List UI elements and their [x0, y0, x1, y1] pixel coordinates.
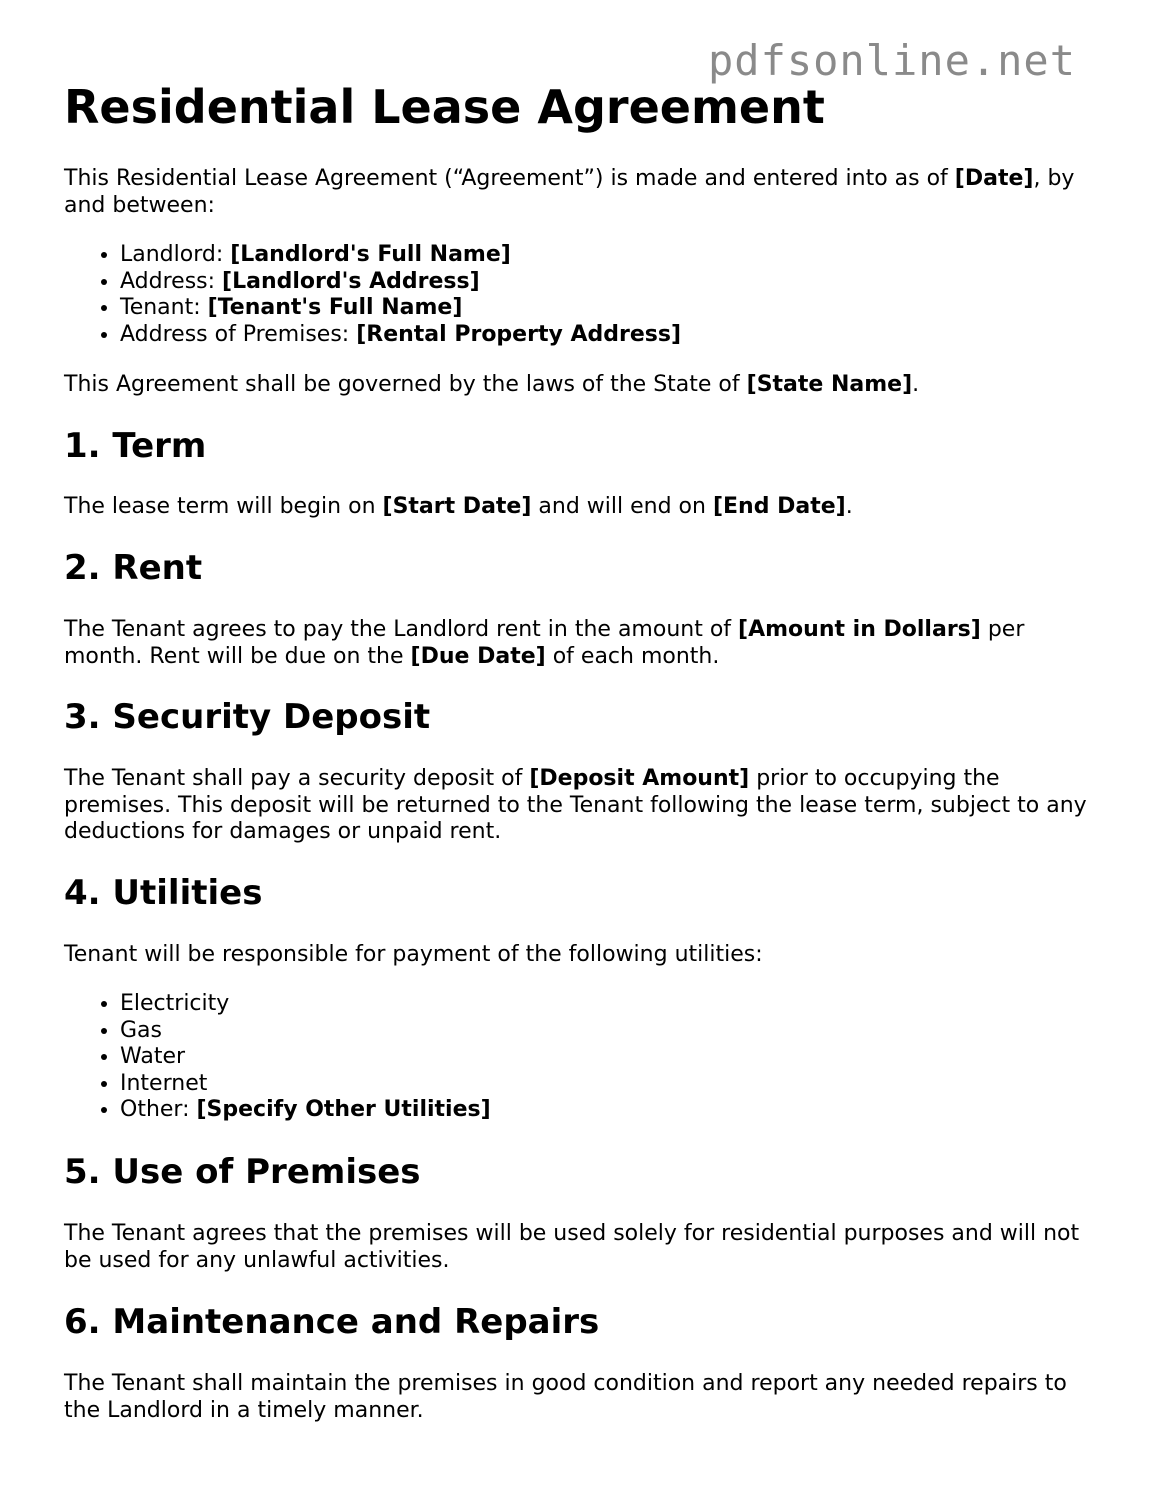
due-date-field: [Due Date] [410, 643, 546, 669]
utilities-list [64, 991, 1151, 1124]
intro-paragraph: This Residential Lease Agreement (“Agreement”) is made and entered into as of [Date], by and between: [64, 166, 1075, 218]
use-paragraph: The Tenant agrees that the premises will be used solely for residential purposes and will not be used for any unlawful activities. [64, 1221, 1080, 1273]
list-item: • Gas [120, 1018, 1151, 1045]
list-item: • Address of Premises: [Rental Property Address] [120, 322, 1151, 349]
maintenance-paragraph: The Tenant shall maintain the premises in good condition and report any needed repairs to the Landlord in a timely manner. [64, 1371, 1067, 1423]
section-heading-use-of-premises: 5. Use of Premises [64, 1152, 421, 1192]
governing-law-paragraph: This Agreement shall be governed by the laws of the State of [State Name]. [64, 372, 920, 397]
section-heading-rent: 2. Rent [64, 548, 203, 588]
end-date-field: [End Date] [712, 494, 846, 519]
date-field: [Date] [954, 166, 1034, 191]
parties-list [64, 242, 1151, 348]
list-item: • Tenant: [Tenant's Full Name] [120, 295, 1151, 322]
section-heading-term: 1. Term [64, 426, 207, 466]
section-heading-utilities: 4. Utilities [64, 873, 263, 913]
utilities-paragraph: Tenant will be responsible for payment of the following utilities: [64, 942, 763, 967]
list-item: • Water [120, 1044, 1151, 1071]
other-utilities-field: [Specify Other Utilities] [196, 1097, 491, 1122]
state-field: [State Name] [746, 372, 913, 397]
section-heading-maintenance: 6. Maintenance and Repairs [64, 1302, 600, 1342]
list-item: • Other: [Specify Other Utilities] [120, 1097, 1151, 1124]
list-item: • Internet [120, 1071, 1151, 1098]
term-paragraph: The lease term will begin on [Start Date] and will end on [End Date]. [64, 494, 853, 519]
list-item: • Electricity [120, 991, 1151, 1018]
rent-paragraph: The Tenant agrees to pay the Landlord rent in the amount of [Amount in Dollars] per month. Rent will be due on the [Due Date] of each month. [64, 617, 1025, 669]
section-heading-security-deposit: 3. Security Deposit [64, 697, 431, 737]
document-title: Residential Lease Agreement [64, 80, 825, 134]
start-date-field: [Start Date] [382, 494, 532, 519]
watermark: pdfsonline.net [708, 36, 1077, 85]
deposit-amount-field: [Deposit Amount] [529, 766, 750, 791]
list-item: • Address: [Landlord's Address] [120, 269, 1151, 296]
list-item: • Landlord: [Landlord's Full Name] [120, 242, 1151, 269]
rent-amount-field: [Amount in Dollars] [738, 617, 981, 642]
deposit-paragraph: The Tenant shall pay a security deposit of [Deposit Amount] prior to occupying the premises. This deposit will be returned to the Tenant following the lease term, subject to any deductions for damages or unpaid rent. [64, 766, 1087, 844]
